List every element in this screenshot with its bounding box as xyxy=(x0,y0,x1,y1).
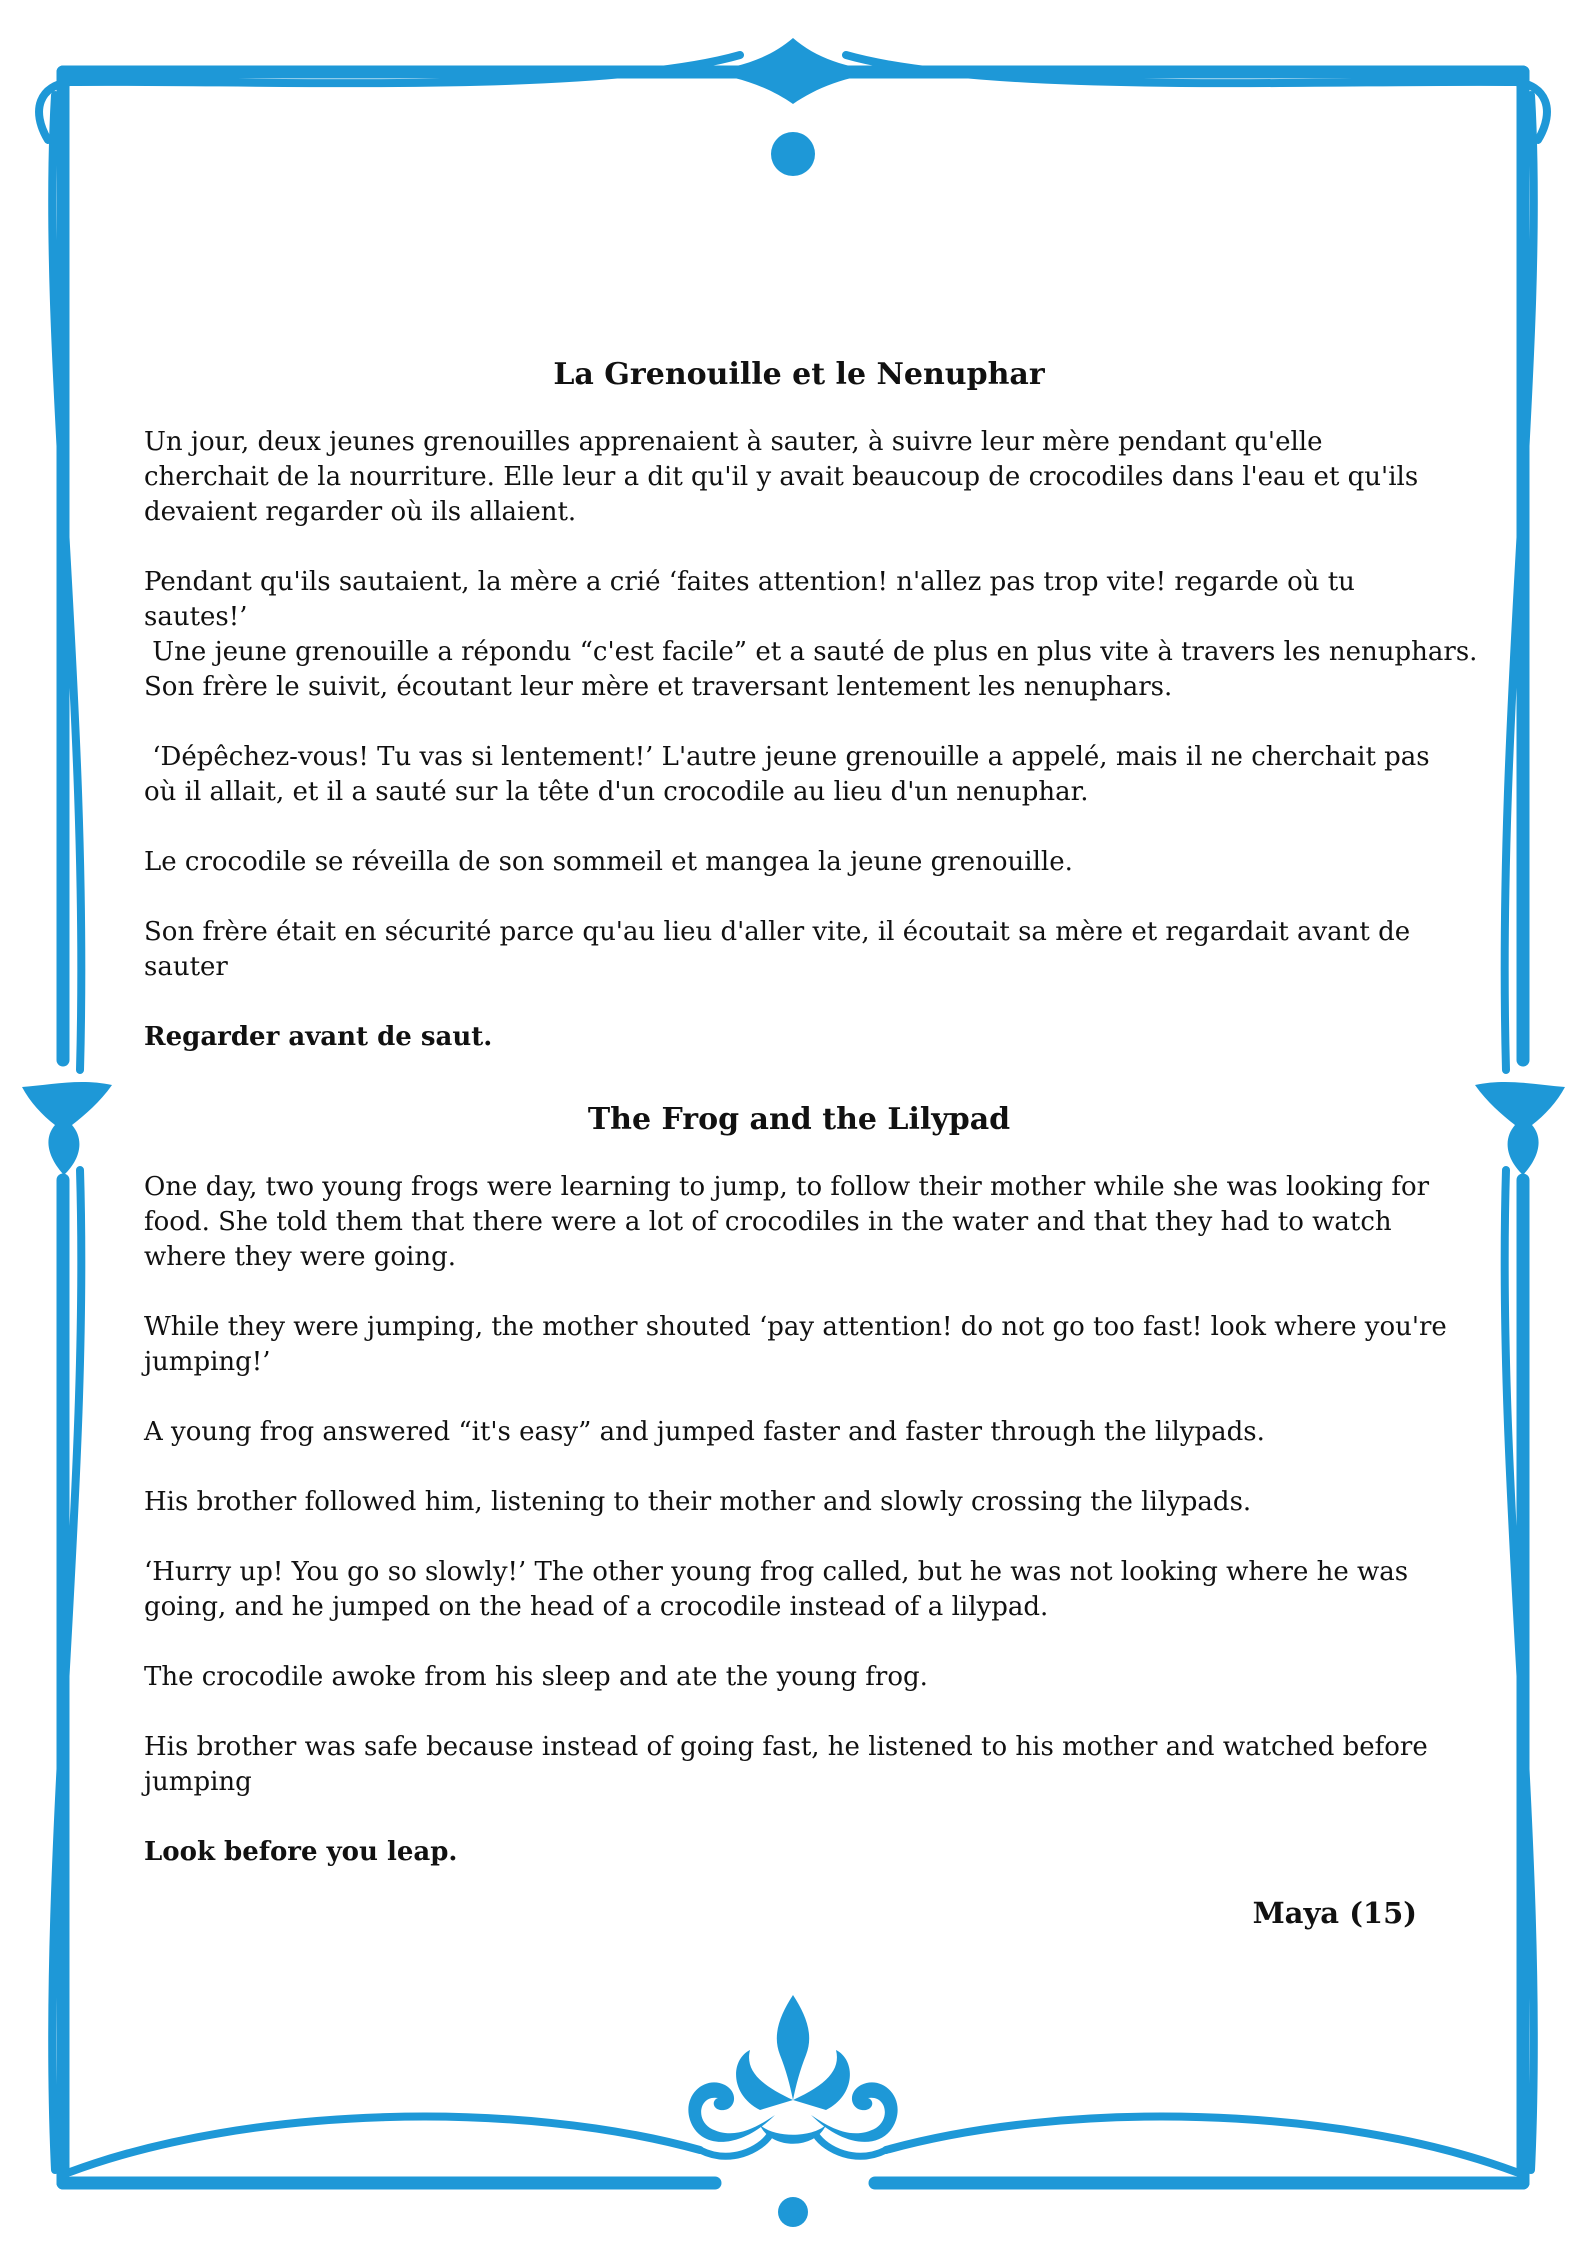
author-signature: Maya (15) xyxy=(1252,1896,1417,1930)
right-side-ornament xyxy=(1475,1082,1565,1175)
english-paragraph-5: ‘Hurry up! You go so slowly!’ The other young frog called, but he was not looking where he was going, and he jumped on the head of a crocodile instead of a lilypad. xyxy=(144,1557,1409,1622)
english-moral: Look before you leap. xyxy=(144,1837,458,1867)
english-paragraph-4: His brother followed him, listening to their mother and slowly crossing the lilypads. xyxy=(144,1487,1252,1517)
french-paragraph-3: Une jeune grenouille a répondu “c'est facile” et a sauté de plus en plus vite à travers les nenuphars. xyxy=(144,637,1478,667)
french-story xyxy=(144,355,1478,1090)
french-moral: Regarder avant de saut. xyxy=(144,1022,493,1052)
bottom-center-ornament xyxy=(688,1995,897,2227)
french-title: La Grenouille et le Nenuphar xyxy=(553,357,1045,392)
french-paragraph-6: Le crocodile se réveilla de son sommeil et mangea la jeune grenouille. xyxy=(144,847,1073,877)
english-story xyxy=(144,1100,1454,1905)
left-side-ornament xyxy=(22,1082,112,1175)
english-paragraph-2: While they were jumping, the mother shouted ‘pay attention! do not go too fast! look where you're jumping!’ xyxy=(144,1312,1447,1377)
french-paragraph-1: Un jour, deux jeunes grenouilles apprenaient à sauter, à suivre leur mère pendant qu'elle cherchait de la nourriture. Elle leur a dit qu'il y avait beaucoup de crocodiles dans l'eau et qu'ils devaient regarder où ils allaient. xyxy=(144,427,1419,527)
english-paragraph-3: A young frog answered “it's easy” and jumped faster and faster through the lilypads. xyxy=(144,1417,1265,1447)
french-paragraph-7: Son frère était en sécurité parce qu'au lieu d'aller vite, il écoutait sa mère et regardait avant de sauter xyxy=(144,917,1411,982)
bottom-swirls xyxy=(70,2117,1516,2172)
english-paragraph-1: One day, two young frogs were learning to jump, to follow their mother while she was looking for food. She told them that there were a lot of crocodiles in the water and that they had to watch where they were going. xyxy=(144,1172,1430,1272)
english-title: The Frog and the Lilypad xyxy=(587,1102,1011,1137)
english-paragraph-7: His brother was safe because instead of going fast, he listened to his mother and watched before jumping xyxy=(144,1732,1428,1797)
french-paragraph-5: ‘Dépêchez-vous! Tu vas si lentement!’ L'autre jeune grenouille a appelé, mais il ne cherchait pas où il allait, et il a sauté sur la tête d'un crocodile au lieu d'un nenuphar. xyxy=(144,742,1438,807)
french-paragraph-2: Pendant qu'ils sautaient, la mère a crié ‘faites attention! n'allez pas trop vite! regarde où tu sautes!’ xyxy=(144,567,1355,632)
french-paragraph-4: Son frère le suivit, écoutant leur mère et traversant lentement les nenuphars. xyxy=(144,672,1173,702)
english-paragraph-6: The crocodile awoke from his sleep and ate the young frog. xyxy=(144,1662,928,1692)
